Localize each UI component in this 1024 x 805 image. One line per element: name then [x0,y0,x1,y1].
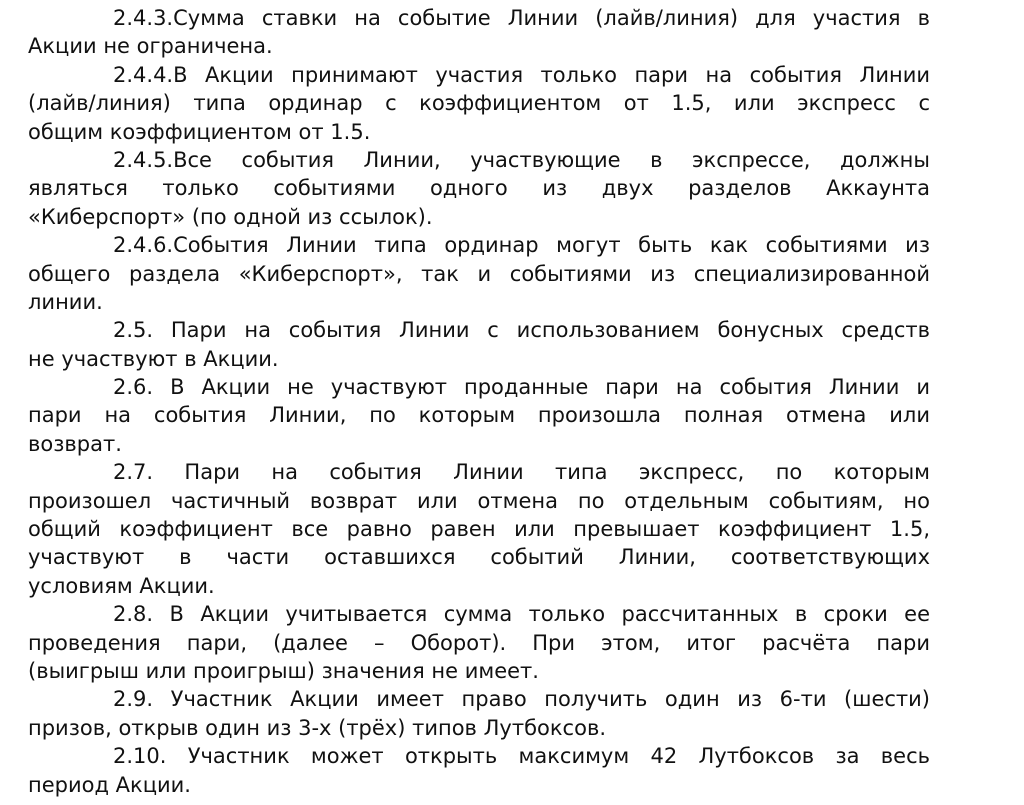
text-line: проведения пари, (далее – Оборот). При этом, итог расчёта пари [28,630,930,655]
paragraph [28,4,930,61]
paragraph [28,316,930,373]
text-line: возврат. [28,431,122,456]
text-line: 2.4.5.Все события Линии, участвующие в экспрессе, должны [113,147,930,172]
paragraph [28,231,930,316]
paragraph [28,685,930,742]
text-line: 2.4.3.Сумма ставки на событие Линии (лайв/линия) для участия в [113,6,930,30]
text-line: являться только событиями одного из двух разделов Аккаунта [28,176,930,201]
text-line: произошел частичный возврат или отмена по отдельным событиям, но [28,488,930,513]
text-line: (лайв/линия) типа ординар с коэффициентом от 1.5, или экспресс с [28,91,930,116]
text-line: 2.7. Пари на события Линии типа экспресс, по которым [113,460,930,485]
text-line: условиям Акции. [28,573,215,598]
text-line: период Акции. [28,772,191,797]
paragraph [28,600,930,685]
text-line: (выигрыш или проигрыш) значения не имеет. [28,658,539,683]
paragraph [28,146,930,231]
text-line: Акции не ограничена. [28,34,273,59]
text-line: «Киберспорт» (по одной из ссылок). [28,204,433,229]
text-line: общий коэффициент все равно равен или превышает коэффициент 1.5, [28,517,930,542]
text-line: призов, открыв один из 3-х (трёх) типов Лутбоксов. [28,715,606,740]
text-line: 2.4.4.В Акции принимают участия только пари на события Линии [113,62,930,87]
paragraph [28,742,930,799]
text-line: общим коэффициентом от 1.5. [28,119,371,144]
text-line: 2.4.6.События Линии типа ординар могут быть как событиями из [113,233,930,258]
paragraph [28,373,930,458]
paragraph [28,61,930,146]
text-line: участвуют в части оставшихся событий Линии, соответствующих [28,545,930,570]
text-line: 2.10. Участник может открыть максимум 42 Лутбоксов за весь [113,744,930,769]
paragraph [28,458,930,600]
document-body [28,4,930,799]
text-line: общего раздела «Киберспорт», так и событиями из специализированной [28,261,930,286]
text-line: не участвуют в Акции. [28,346,279,371]
text-line: линии. [28,289,103,314]
text-line: 2.9. Участник Акции имеет право получить один из 6-ти (шести) [113,687,930,712]
text-line: пари на события Линии, по которым произошла полная отмена или [28,403,930,428]
text-line: 2.6. В Акции не участвуют проданные пари на события Линии и [113,375,930,400]
text-line: 2.8. В Акции учитывается сумма только рассчитанных в сроки ее [113,602,930,627]
text-line: 2.5. Пари на события Линии с использованием бонусных средств [113,318,930,343]
